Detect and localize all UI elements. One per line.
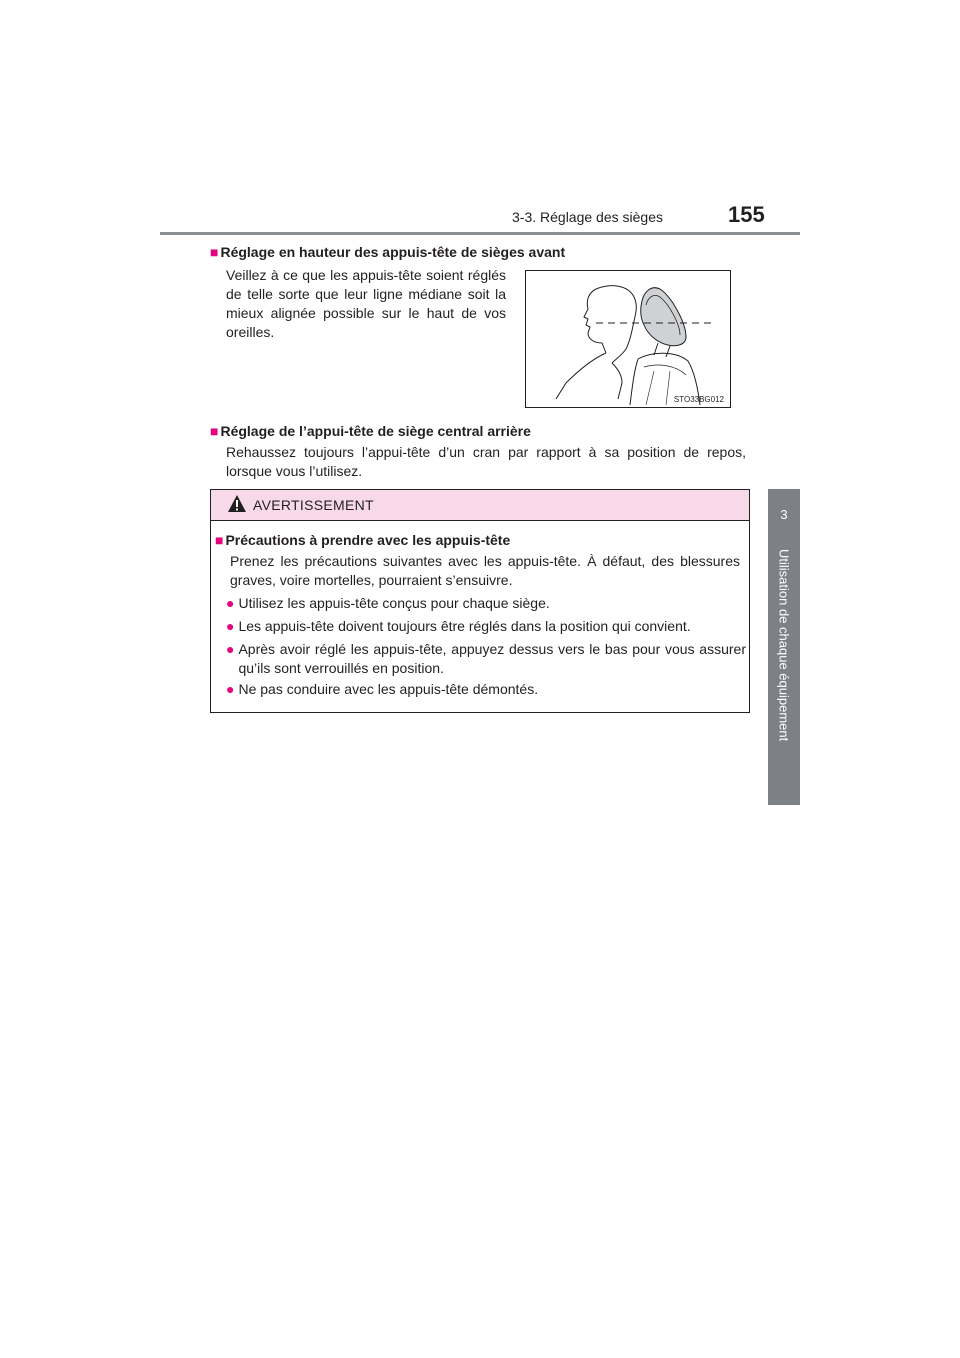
section-front-heading-text: Réglage en hauteur des appuis-tête de sièges avant — [220, 244, 566, 260]
warning-item-text: Les appuis-tête doivent toujours être réglés dans la position qui convient. — [238, 618, 691, 634]
running-header-section: 3-3. Réglage des sièges — [512, 209, 663, 225]
headrest-illustration — [526, 271, 730, 407]
warning-heading — [215, 532, 510, 548]
chapter-side-tab — [768, 489, 800, 805]
round-bullet-icon: ● — [226, 595, 235, 611]
warning-title: AVERTISSEMENT — [253, 497, 374, 513]
round-bullet-icon: ● — [226, 641, 235, 657]
square-bullet-icon: ■ — [215, 532, 224, 548]
round-bullet-icon: ● — [226, 618, 235, 634]
section-front-heading — [210, 244, 565, 260]
chapter-number: 3 — [780, 507, 788, 522]
warning-list-item — [226, 617, 746, 636]
warning-triangle-icon — [227, 494, 247, 514]
warning-list-item — [226, 640, 746, 678]
square-bullet-icon: ■ — [210, 423, 219, 439]
warning-header — [211, 490, 749, 521]
round-bullet-icon: ● — [226, 681, 235, 697]
warning-item-text: Utilisez les appuis-tête conçus pour chaque siège. — [238, 595, 550, 611]
square-bullet-icon: ■ — [210, 244, 219, 260]
page-number: 155 — [728, 202, 765, 227]
chapter-title: Utilisation de chaque équipement — [776, 549, 792, 742]
warning-heading-text: Précautions à prendre avec les appuis-tête — [225, 532, 511, 548]
section-rear-heading-text: Réglage de l’appui-tête de siège central arrière — [220, 423, 531, 439]
figure-code: STO33BG012 — [673, 395, 724, 404]
warning-item-text: Après avoir réglé les appuis-tête, appuyez dessus vers le bas pour vous assurer qu’ils sont verrouillés en position. — [238, 641, 746, 676]
warning-intro: Prenez les précautions suivantes avec les appuis-tête. À défaut, des blessures graves, voire mortelles, pourraient s’ensuivre. — [230, 553, 740, 588]
section-rear-body: Rehaussez toujours l’appui-tête d’un cran par rapport à sa position de repos, lorsque vous l’utilisez. — [226, 444, 746, 479]
warning-box — [210, 489, 750, 713]
warning-item-text: Ne pas conduire avec les appuis-tête démontés. — [238, 681, 539, 697]
section-front-body: Veillez à ce que les appuis-tête soient réglés de telle sorte que leur ligne médiane soit la mieux alignée possible sur le haut de vos oreilles. — [226, 267, 506, 340]
section-rear-heading — [210, 423, 531, 439]
header-rule — [160, 232, 800, 235]
warning-list-item — [226, 680, 746, 699]
warning-list-item — [226, 594, 746, 613]
headrest-figure — [525, 270, 731, 408]
